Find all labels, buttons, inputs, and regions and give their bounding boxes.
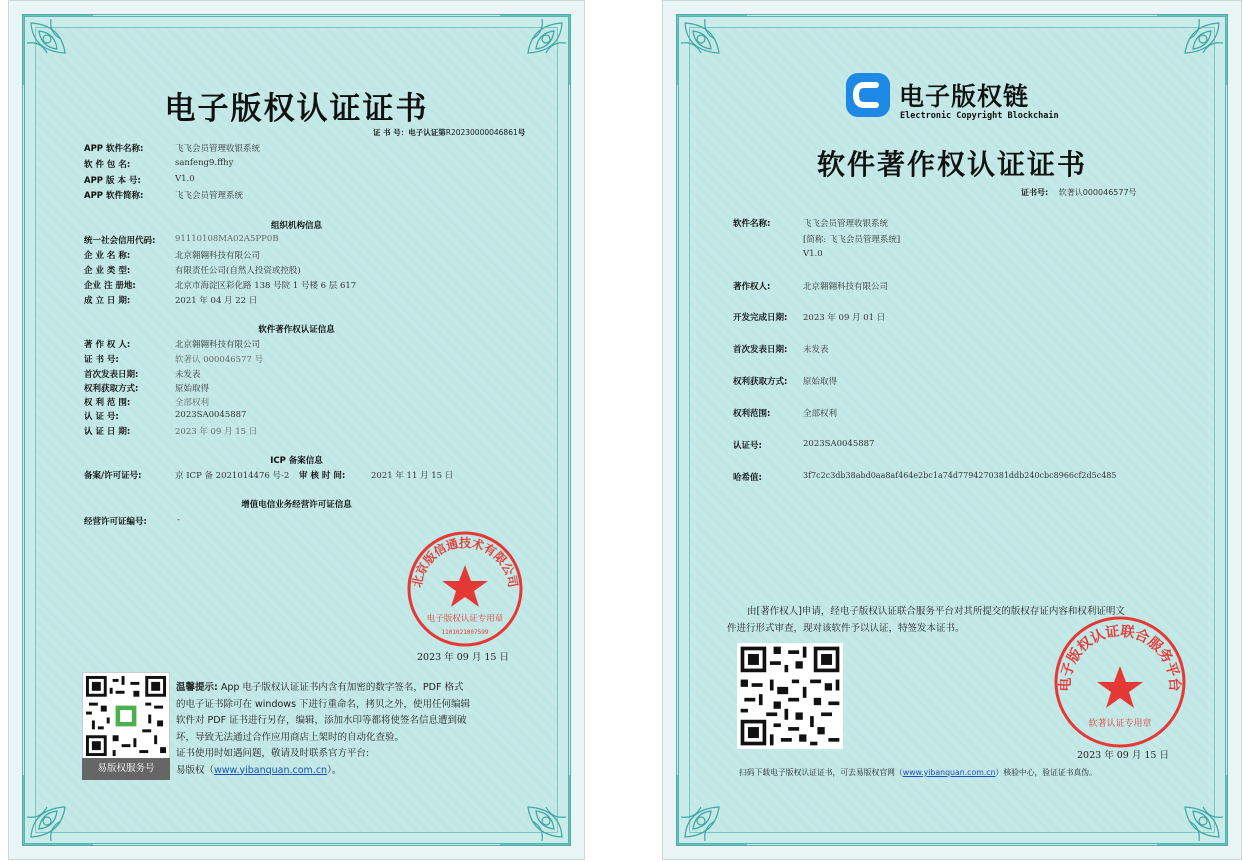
website-link[interactable]: www.yibanquan.com.cn: [214, 764, 328, 776]
official-seal-icon: [1052, 614, 1188, 750]
field-label: 软件名称:: [733, 219, 771, 229]
statement-line: 由[著作权人]申请，经电子版权认证联合服务平台对其所提交的版权存证内容和权利证明文: [747, 606, 1125, 617]
certificate-number: [373, 127, 525, 138]
field-value: 91110108MA02A5PP0B: [175, 234, 279, 244]
field-value: 未发表: [803, 345, 829, 355]
field-label: 成 立 日 期:: [84, 296, 131, 306]
field-label: APP 软件名称:: [84, 144, 144, 154]
field-value: 未发表: [175, 370, 201, 380]
software-name: 飞飞会员管理收银系统: [803, 219, 889, 229]
software-copyright-certificate: [662, 0, 1242, 860]
issue-date: 2023 年 09 月 15 日: [417, 652, 509, 663]
corner-ornament-icon: [1155, 13, 1229, 87]
field-label: APP 软件简称:: [84, 191, 144, 201]
qr-code[interactable]: [82, 672, 170, 760]
tip-line: 的电子证书除可在 windows 下进行重命名，拷贝之外，使用任何编辑: [176, 698, 471, 710]
field-value: 2023SA0045887: [175, 410, 247, 420]
field-label: 首次发表日期:: [84, 370, 139, 380]
brand-name: 电子版权链: [899, 82, 1030, 111]
section-heading: 组织机构信息: [270, 221, 322, 231]
field-label: 认证号:: [733, 441, 762, 451]
footer-prefix: 扫码下载电子版权认证证书，可去易版权官网（: [739, 768, 903, 777]
field-label: APP 版 本 号:: [84, 176, 141, 186]
field-label: 权 利 范 围:: [84, 398, 131, 408]
qr-code[interactable]: [737, 643, 843, 749]
field-value: 北京翱翱科技有限公司: [803, 282, 889, 292]
field-value: sanfeng9.ffhy: [175, 158, 234, 168]
hash-value: 3f7c2c3db38abd0aa8af464e2bc1a74d7794270381ddb240cbc8966cf2d5c485: [803, 471, 1117, 480]
field-label: 经营许可证编号:: [84, 517, 147, 527]
website-link[interactable]: www.yibanquan.com.cn: [902, 768, 996, 777]
seal-subtext: 电子版权认证专用章: [426, 614, 504, 624]
software-short-name: [简称: 飞飞会员管理系统]: [803, 235, 901, 245]
seal-subtext: 软著认证专用章: [1088, 719, 1152, 729]
field-label: 权利获取方式:: [84, 384, 139, 394]
field-label: 认 证 号:: [84, 412, 119, 422]
corner-ornament-icon: [675, 13, 749, 87]
field-label: 软 件 包 名:: [84, 160, 131, 170]
qr-caption: 易版权服务号: [82, 758, 170, 780]
field-value: 原始取得: [175, 384, 210, 394]
field-value: 北京翱翱科技有限公司: [175, 340, 261, 350]
field-value: V1.0: [175, 174, 195, 184]
statement-line: 件进行形式审查，现对该软件予以认证，特签发本证书。: [727, 623, 965, 634]
corner-ornament-icon: [675, 773, 749, 847]
field-value: 2023 年 09 月 01 日: [803, 313, 886, 323]
tip-site-prefix: 易版权（: [176, 764, 215, 776]
field-label: 企 业 名 称:: [84, 251, 131, 261]
certificate-number: [1021, 187, 1137, 198]
app-certificate: [8, 0, 585, 860]
corner-ornament-icon: [21, 13, 95, 87]
qr-code-icon: [737, 643, 843, 749]
field-value: 2023 年 09 月 15 日: [175, 427, 258, 437]
tip-line: 软件对 PDF 证书进行另存，编辑，添加水印等都将使签名信息遭到破: [176, 715, 467, 726]
field-value: 2021 年 04 月 22 日: [175, 296, 258, 306]
field-label: 权利范围:: [733, 409, 771, 419]
field-value: 北京翱翱科技有限公司: [175, 251, 261, 261]
corner-ornament-icon: [21, 773, 95, 847]
field-value: 全部权利: [803, 409, 838, 419]
footer-suffix: ）核验中心，验证证书真伪。: [995, 768, 1097, 777]
corner-ornament-icon: [1155, 773, 1229, 847]
blockchain-logo-icon: [844, 71, 892, 119]
field-value: 飞飞会员管理收银系统: [175, 144, 261, 154]
field-value: 全部权利: [175, 398, 210, 408]
certificate-number-value: R20230000046861: [445, 128, 518, 137]
field-label: 首次发表日期:: [733, 345, 788, 355]
seal-code: 1101021007599: [441, 629, 489, 636]
field-value: 2021 年 11 月 15 日: [371, 471, 454, 481]
field-value: 飞飞会员管理系统: [175, 191, 244, 201]
seal-text-path: 电子版权认证联合服务平台: [1057, 623, 1183, 692]
field-label: 证 书 号:: [84, 355, 119, 365]
software-version: V1.0: [803, 249, 823, 259]
field-label: 认 证 日 期:: [84, 427, 131, 437]
qr-code-icon: [83, 673, 169, 759]
section-heading: ICP 备案信息: [270, 456, 323, 466]
certificate-number-label: 证 书 号：电子认证第: [373, 128, 446, 137]
certificate-number-value: 软著认000046577号: [1058, 188, 1137, 197]
issue-date: 2023 年 09 月 15 日: [1077, 750, 1169, 761]
field-value: 软著认 000046577 号: [175, 355, 264, 365]
brand-subtitle: Electronic Copyright Blockchain: [900, 111, 1059, 121]
field-label: 著 作 权 人:: [84, 340, 131, 350]
tip-site-suffix: ）。: [327, 764, 342, 776]
field-value: 京 ICP 备 2021014476 号-2: [175, 471, 290, 481]
field-label: 开发完成日期:: [733, 313, 788, 323]
field-label: 企 业 类 型:: [84, 266, 131, 276]
footer-note: [739, 767, 1097, 778]
certificate-number-label: 证书号:: [1021, 188, 1049, 197]
certificate-title: 电子版权认证证书: [164, 91, 429, 127]
field-label: 企业 注 册地:: [84, 281, 136, 291]
field-label: 统一社会信用代码:: [84, 236, 156, 246]
corner-ornament-icon: [498, 773, 572, 847]
field-label: 权利获取方式:: [733, 377, 788, 387]
field-label: 审 核 时 间:: [299, 471, 346, 481]
certificate-number-suffix: 号: [517, 128, 526, 137]
tip-block: [176, 680, 516, 779]
tip-line: App 电子版权认证证书内含有加密的数字签名，PDF 格式: [220, 682, 464, 693]
field-value: 2023SA0045887: [803, 439, 875, 449]
seal-text-path: 北京版信通技术有限公司: [409, 536, 521, 589]
field-label: 著作权人:: [733, 282, 771, 292]
official-seal-icon: [405, 529, 525, 649]
section-heading: 软件著作权认证信息: [258, 325, 335, 335]
field-label: 备案/许可证号:: [84, 471, 142, 481]
certificate-title: 软件著作权认证证书: [816, 148, 1087, 181]
corner-ornament-icon: [498, 13, 572, 87]
section-heading: 增值电信业务经营许可证信息: [241, 500, 352, 510]
tip-line: 坏，导致无法通过合作应用商店上架时的自动化查验。: [176, 731, 405, 743]
tip-title: 温馨提示:: [176, 682, 218, 693]
field-value: 有限责任公司(自然人投资或控股): [175, 266, 301, 276]
field-value: 原始取得: [803, 377, 838, 387]
tip-line: 证书使用时如遇问题，敬请及时联系官方平台:: [176, 748, 370, 759]
field-value: -: [177, 515, 180, 525]
field-label: 哈希值:: [733, 473, 762, 483]
field-value: 北京市海淀区彩化路 138 号院 1 号楼 6 层 617: [175, 281, 357, 291]
